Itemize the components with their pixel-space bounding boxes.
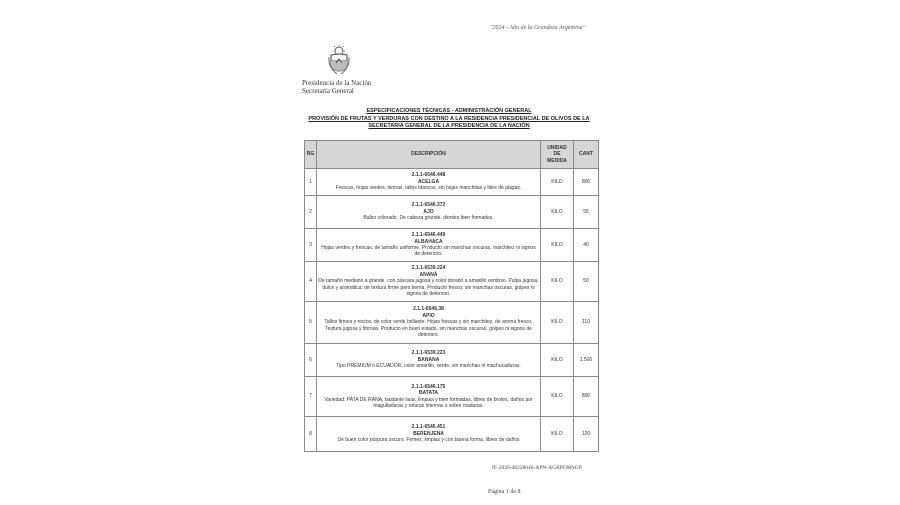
header-unit (541, 141, 574, 169)
item-text: Bulbo colorado. De cabeza grande, dientes bien formados. (363, 215, 494, 222)
document-titles (304, 108, 594, 131)
row-rg: 6 (305, 344, 317, 377)
item-text: Tipo PREMIUM o ECUADOR, color amarillo, verde, sin manchas ni machucaduras. (336, 363, 521, 370)
item-text: Frescas, hojas verdes, tiernas, tallos blancos, sin hojas manchitas y libre de plagas. (335, 185, 522, 192)
item-name: ANANÁ (419, 271, 438, 278)
item-name: APIO (422, 312, 435, 319)
title-line-2: PROVISIÓN DE FRUTAS Y VERDURAS CON DESTINO A LA RESIDENCIA PRESIDENCIAL DE OLIVOS DE LA (308, 115, 590, 122)
item-name: ALBAHACA (414, 238, 443, 245)
item-code: 2.1.1-6539.223 (411, 350, 446, 357)
header-description: DESCRIPCIÓN (317, 141, 541, 169)
row-description (317, 262, 541, 302)
item-code: 2.1.1-6546.451 (411, 424, 446, 431)
organization-name (302, 79, 371, 95)
item-text: Tallos firmes y rectos, de color verde brillante. Hojas frescas y sin marchitez, de aroma fresco. Textura jugosa y fibrosa. Producto en buen estado, sin manchas oscuras, golpes ni signos de deterioro. (324, 319, 533, 339)
table-row (305, 417, 599, 452)
row-description (317, 169, 541, 196)
table-row (305, 344, 599, 377)
row-quantity: 1.500 (574, 344, 599, 377)
row-unit: KILO (541, 262, 574, 302)
table-row (305, 262, 599, 302)
row-description (317, 196, 541, 229)
item-name: ACELGA (417, 178, 440, 185)
page-number: Página 1 de 8 (488, 489, 521, 495)
item-code: 2.1.1-6546.175 (411, 383, 446, 390)
item-name: AJO (423, 208, 434, 215)
table-row (305, 377, 599, 417)
item-code: 2.1.1-6539.224 (411, 265, 446, 272)
row-description (317, 377, 541, 417)
item-code: 2.1.1-6546.449 (411, 232, 446, 239)
row-quantity: 800 (574, 377, 599, 417)
row-quantity: 40 (574, 229, 599, 262)
header-unit-line-3: MEDIDA (547, 157, 567, 164)
table-header-row (305, 141, 599, 169)
table-row (305, 196, 599, 229)
document-id: IF-2026-48228046-APN-AGRPOMSGP (492, 465, 582, 471)
item-text: De buen color púrpura oscuro. Firmes, limpias y con buena forma, libres de daños (337, 437, 520, 444)
row-rg: 5 (305, 302, 317, 344)
row-description (317, 344, 541, 377)
row-rg: 3 (305, 229, 317, 262)
national-coat-of-arms-icon (328, 45, 350, 77)
row-description (317, 417, 541, 452)
item-code: 2.1.1-6546.448 (411, 172, 446, 179)
row-unit: KILO (541, 302, 574, 344)
row-rg: 4 (305, 262, 317, 302)
table-row (305, 229, 599, 262)
item-code: 2.1.1-6546.38 (413, 306, 444, 313)
row-quantity: 110 (574, 302, 599, 344)
item-code: 2.1.1-6546.372 (411, 202, 446, 209)
row-unit: KILO (541, 377, 574, 417)
row-description (317, 229, 541, 262)
row-quantity: 50 (574, 262, 599, 302)
item-text: De tamaño mediano a grande, con cáscara jugosa y color dorado a amarillo verdoso. Pulpa jugosa, dulce y aromática; de textura firme pero tierna. Producto fresco, sin manchas oscuras, golpes ni signos de deterioro. (318, 278, 539, 298)
row-quantity: 800 (574, 169, 599, 196)
header-unit-line-2: DE (553, 151, 561, 158)
row-unit: KILO (541, 196, 574, 229)
row-quantity: 120 (574, 417, 599, 452)
title-line-1: ESPECIFICACIONES TÉCNICAS - ADMINISTRACIÓN GENERAL (366, 108, 532, 114)
row-description (317, 302, 541, 344)
header-unit-line-1: UNIDAD (547, 144, 567, 151)
title-line-3: SECRETARIA GENERAL DE LA PRESIDENCIA DE LA NACIÓN (368, 123, 530, 130)
specifications-table (304, 140, 599, 452)
row-rg: 1 (305, 169, 317, 196)
document-motto: "2024 - Año de la Grandeza Argentina" (490, 25, 586, 31)
row-rg: 2 (305, 196, 317, 229)
item-name: BATATA (418, 390, 439, 397)
row-unit: KILO (541, 344, 574, 377)
row-rg: 7 (305, 377, 317, 417)
header-rg: RG (305, 141, 317, 169)
row-unit: KILO (541, 169, 574, 196)
item-text: Variedad: PATA DE RANA, bastante lisas, limpias y bien formadas, libres de brotes, daños por magulladuras y roturas internas o sobre maduras. (324, 396, 533, 409)
header-quantity: CANT (574, 141, 599, 169)
row-unit: KILO (541, 229, 574, 262)
table-row (305, 302, 599, 344)
item-text: Hojas verdes y frescas, de tamaño uniforme. Producto sin manchas oscuras, marchitez ni signos de deterioro. (321, 245, 536, 258)
row-rg: 8 (305, 417, 317, 452)
item-name: BANANA (417, 356, 440, 363)
org-line-2: Secretaría General (302, 87, 354, 95)
row-unit: KILO (541, 417, 574, 452)
org-line-1: Presidencia de la Nación (302, 79, 372, 87)
row-quantity: 55 (574, 196, 599, 229)
table-row (305, 169, 599, 196)
item-name: BERENJENA (413, 430, 444, 437)
